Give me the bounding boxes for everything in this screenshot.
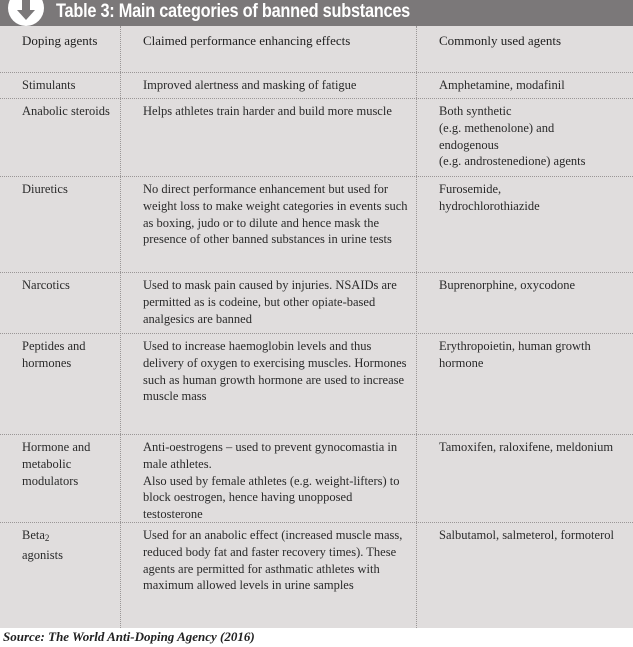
cell-agents: Tamoxifen, raloxifene, meldonium — [439, 440, 614, 454]
cell-effects: Improved alertness and masking of fatigue — [143, 78, 357, 92]
cell-doping-agent: Narcotics — [22, 278, 70, 292]
cell-agents: Salbutamol, salmeterol, formoterol — [439, 528, 614, 542]
cell-effects: Helps athletes train harder and build more muscle — [143, 104, 392, 118]
banned-substances-table — [0, 26, 633, 628]
cell-doping-agent: Hormone and metabolic modulators — [22, 440, 91, 488]
cell-doping-agent: Anabolic steroids — [22, 104, 110, 118]
cell-effects: Anti-oestrogens – used to prevent gynocomastia in male athletes. Also used by female athletes (e.g. weight-lifters) to block oestrogen, hence having unopposed testosterone — [143, 440, 400, 522]
cell-effects: No direct performance enhancement but used for weight loss to make weight categories in events such as boxing, judo or to dilute and hence mask the presence of other banned substances in urine tests — [143, 182, 408, 247]
cell-agents: Amphetamine, modafinil — [439, 78, 565, 92]
table-row — [0, 176, 633, 273]
cell-effects: Used for an anabolic effect (increased muscle mass, reduced body fat and faster recovery times). These agents are permitted for asthmatic athletes with maximum allowed levels in urine samples — [143, 528, 403, 593]
table-row — [0, 333, 633, 435]
cell-agents: Buprenorphine, oxycodone — [439, 278, 576, 292]
cell-doping-agent — [22, 527, 116, 628]
table-row — [0, 522, 633, 628]
table-row — [0, 434, 633, 523]
cell-doping-agent: Stimulants — [22, 78, 76, 92]
table-title: Table 3: Main categories of banned substances — [56, 1, 411, 22]
table-header-row — [0, 26, 633, 73]
cell-agents: Both synthetic (e.g. methenolone) and endogenous (e.g. androstenedione) agents — [439, 104, 586, 169]
agent-name: Beta — [22, 528, 45, 542]
agent-name-rest: agonists — [22, 547, 63, 562]
cell-doping-agent: Peptides and hormones — [22, 339, 86, 370]
column-header-doping-agents: Doping agents — [22, 33, 98, 48]
cell-agents: Furosemide, hydrochlorothiazide — [439, 182, 540, 213]
arrow-down-circle-icon — [8, 0, 44, 26]
table-row — [0, 72, 633, 99]
table-row — [0, 272, 633, 334]
cell-effects: Used to increase haemoglobin levels and thus delivery of oxygen to exercising muscles. Hormones such as human growth hormone are used to increase muscle mass — [143, 339, 407, 404]
cell-agents: Erythropoietin, human growth hormone — [439, 339, 591, 370]
table-row — [0, 98, 633, 177]
table-title-bar — [0, 0, 633, 26]
cell-effects: Used to mask pain caused by injuries. NSAIDs are permitted as is codeine, but other opiate-based analgesics are banned — [143, 278, 397, 326]
cell-doping-agent: Diuretics — [22, 182, 68, 196]
column-header-agents: Commonly used agents — [439, 33, 562, 48]
source-caption: Source: The World Anti-Doping Agency (2016) — [3, 629, 255, 644]
column-header-effects: Claimed performance enhancing effects — [143, 33, 351, 48]
agent-subscript: 2 — [44, 533, 50, 543]
